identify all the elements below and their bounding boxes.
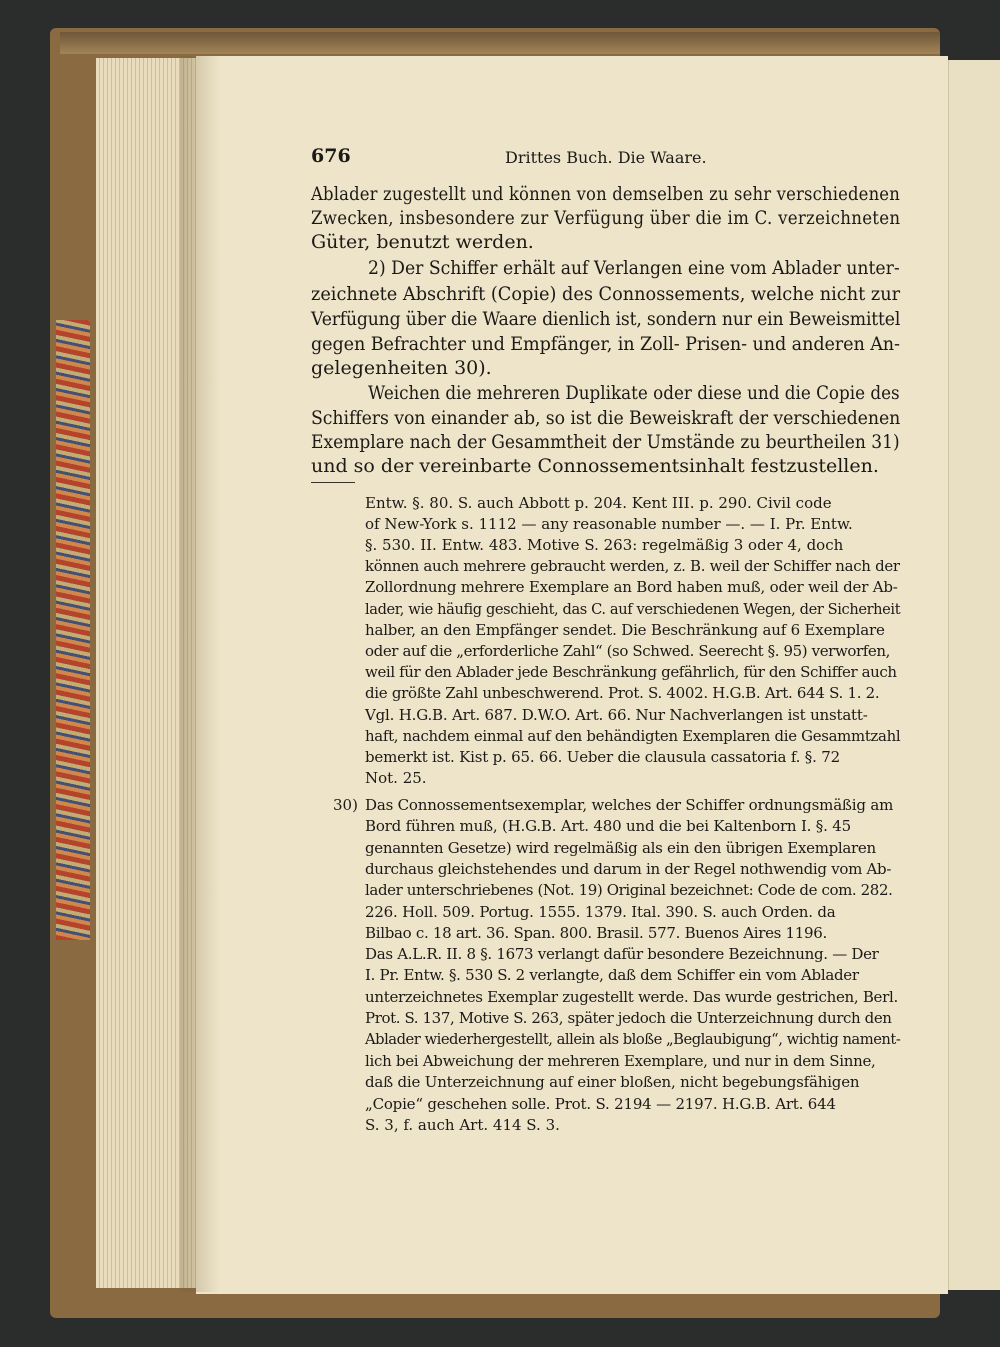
footnote-line: lader unterschriebenes (Not. 19) Original bezeichnet: Code de com. 282. [365, 881, 893, 899]
body-line: Verfügung über die Waare dienlich ist, sondern nur ein Beweismittel [311, 308, 901, 330]
footnote-line: „Copie“ geschehen solle. Prot. S. 2194 — 2197. H.G.B. Art. 644 [365, 1095, 836, 1113]
body-line: Schiffers von einander ab, so ist die Beweiskraft der verschiedenen [311, 407, 901, 429]
body-line: gelegenheiten 30). [311, 357, 492, 379]
footnote-line: halber, an den Empfänger sendet. Die Beschränkung auf 6 Exemplare [365, 621, 885, 639]
footnote-line: bemerkt ist. Kist p. 65. 66. Ueber die clausula cassatoria f. §. 72 [365, 748, 840, 766]
footnote-line: of New-York s. 1112 — any reasonable number —. — I. Pr. Entw. [365, 515, 853, 533]
footnote-line: haft, nachdem einmal auf den behändigten Exemplaren die Gesammtzahl [365, 727, 901, 745]
body-line: zeichnete Abschrift (Copie) des Connossements, welche nicht zur [311, 283, 901, 305]
footnote-line: genannten Gesetze) wird regelmäßig als ein den übrigen Exemplaren [365, 839, 876, 857]
footnote-line: Entw. §. 80. S. auch Abbott p. 204. Kent III. p. 290. Civil code [365, 494, 832, 512]
footnote-line: I. Pr. Entw. §. 530 S. 2 verlangte, daß dem Schiffer ein vom Ablader [365, 966, 859, 984]
body-line: Weichen die mehreren Duplikate oder diese und die Copie des [368, 382, 900, 404]
footnote-line: 226. Holl. 509. Portug. 1555. 1379. Ital. 390. S. auch Orden. da [365, 903, 836, 921]
footnote-line: lich bei Abweichung der mehreren Exemplare, und nur in dem Sinne, [365, 1052, 876, 1070]
footnote-line: S. 3, f. auch Art. 414 S. 3. [365, 1116, 560, 1134]
footnote-line: Bilbao c. 18 art. 36. Span. 800. Brasil. 577. Buenos Aires 1196. [365, 924, 827, 942]
footnote-line: können auch mehrere gebraucht werden, z. B. weil der Schiffer nach der [365, 557, 900, 575]
body-line: und so der vereinbarte Connossementsinhalt festzustellen. [311, 455, 879, 477]
body-line: gegen Befrachter und Empfänger, in Zoll- Prisen- und anderen An- [311, 333, 900, 355]
page-number: 676 [311, 145, 351, 167]
facing-page-edge [948, 60, 1000, 1290]
footnote-line: Not. 25. [365, 769, 427, 787]
body-line: Zwecken, insbesondere zur Verfügung über die im C. verzeichneten [311, 207, 901, 229]
body-line: 2) Der Schiffer erhält auf Verlangen eine vom Ablader unter- [368, 257, 900, 279]
marbled-edge [56, 320, 90, 940]
footnote-line: Prot. S. 137, Motive S. 263, später jedoch die Unterzeichnung durch den [365, 1009, 892, 1027]
running-title: Drittes Buch. Die Waare. [505, 148, 707, 167]
body-line: Ablader zugestellt und können von demselben zu sehr verschiedenen [311, 183, 900, 205]
footnote-line: unterzeichnetes Exemplar zugestellt werde. Das wurde gestrichen, Berl. [365, 988, 898, 1006]
footnote-line: die größte Zahl unbeschwerend. Prot. S. 4002. H.G.B. Art. 644 S. 1. 2. [365, 684, 880, 702]
footnote-line: durchaus gleichstehendes und darum in der Regel nothwendig vom Ab- [365, 860, 892, 878]
body-line: Exemplare nach der Gesammtheit der Umstände zu beurtheilen 31) [311, 431, 900, 453]
footnote-line: weil für den Ablader jede Beschränkung gefährlich, für den Schiffer auch [365, 663, 897, 681]
footnote-line: §. 530. II. Entw. 483. Motive S. 263: regelmäßig 3 oder 4, doch [365, 536, 844, 554]
footnote-line: daß die Unterzeichnung auf einer bloßen, nicht begebungsfähigen [365, 1073, 860, 1091]
footnote-line: Ablader wiederhergestellt, allein als bloße „Beglaubigung“, wichtig nament- [365, 1030, 901, 1048]
footnote-rule [311, 482, 355, 483]
gutter-shadow [180, 56, 220, 1292]
footnote-line: oder auf die „erforderliche Zahl“ (so Schwed. Seerecht §. 95) verworfen, [365, 642, 891, 660]
body-line: Güter, benutzt werden. [311, 231, 534, 253]
footnote-line: Das Connossementsexemplar, welches der Schiffer ordnungsmäßig am [365, 796, 894, 814]
footnote-line: Zollordnung mehrere Exemplare an Bord haben muß, oder weil der Ab- [365, 578, 898, 596]
footnote-line: Vgl. H.G.B. Art. 687. D.W.O. Art. 66. Nur Nachverlangen ist unstatt- [365, 706, 868, 724]
footnote-line: Bord führen muß, (H.G.B. Art. 480 und die bei Kaltenborn I. §. 45 [365, 817, 851, 835]
footnote-30-label: 30) [333, 796, 358, 814]
footnote-line: lader, wie häufig geschieht, das C. auf verschiedenen Wegen, der Sicherheit [365, 600, 901, 618]
footnote-line: Das A.L.R. II. 8 §. 1673 verlangt dafür besondere Bezeichnung. — Der [365, 945, 879, 963]
book-top-edge [60, 32, 940, 54]
